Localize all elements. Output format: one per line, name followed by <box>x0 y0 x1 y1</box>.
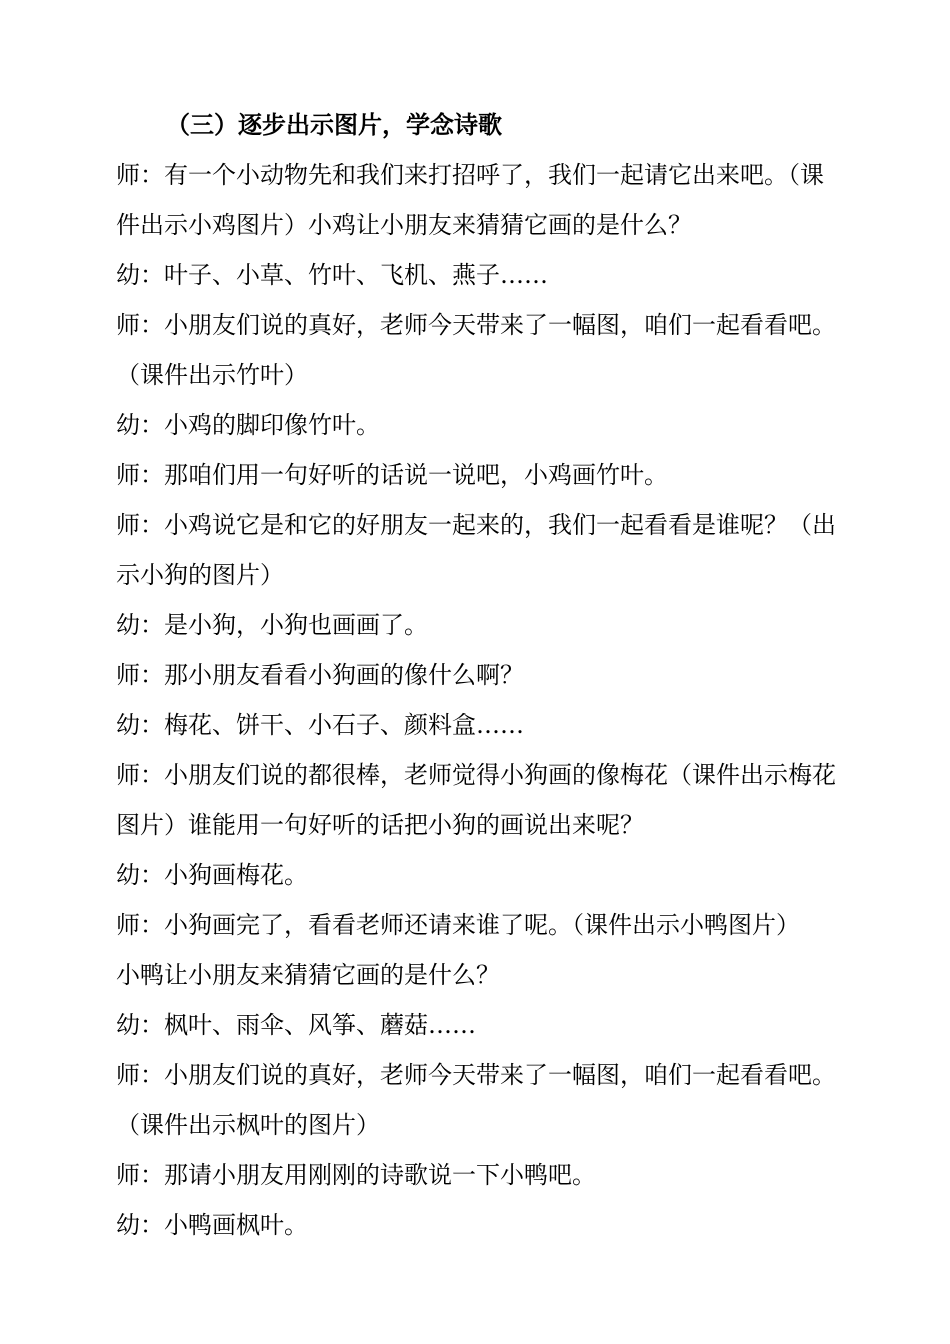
dialogue-line: 幼：小鸡的脚印像竹叶。 <box>116 411 380 439</box>
dialogue-line: 师：有一个小动物先和我们来打招呼了，我们一起请它出来吧。（课 <box>116 161 824 189</box>
dialogue-line: 师：小朋友们说的真好，老师今天带来了一幅图，咱们一起看看吧。 <box>116 311 836 339</box>
dialogue-line: 幼：小鸭画枫叶。 <box>116 1211 308 1239</box>
dialogue-line: 幼：小狗画梅花。 <box>116 861 308 889</box>
dialogue-line: 图片）谁能用一句好听的话把小狗的画说出来呢？ <box>116 811 644 839</box>
dialogue-line: 幼：梅花、饼干、小石子、颜料盒…… <box>116 711 524 739</box>
dialogue-line: 幼：是小狗，小狗也画画了。 <box>116 611 428 639</box>
dialogue-line: 小鸭让小朋友来猜猜它画的是什么？ <box>116 961 500 989</box>
dialogue-line: 师：小鸡说它是和它的好朋友一起来的，我们一起看看是谁呢？（出 <box>116 511 836 539</box>
dialogue-line: 师：小狗画完了，看看老师还请来谁了呢。（课件出示小鸭图片） <box>116 911 800 939</box>
dialogue-line: （课件出示枫叶的图片） <box>116 1111 380 1139</box>
dialogue-line: 师：那小朋友看看小狗画的像什么啊？ <box>116 661 524 689</box>
dialogue-line: 师：小朋友们说的都很棒，老师觉得小狗画的像梅花（课件出示梅花 <box>116 761 836 789</box>
dialogue-line: 示小狗的图片） <box>116 561 284 589</box>
dialogue-line: 幼：叶子、小草、竹叶、飞机、燕子…… <box>116 261 548 289</box>
dialogue-body <box>116 150 862 1250</box>
dialogue-line: 师：那咱们用一句好听的话说一说吧，小鸡画竹叶。 <box>116 461 668 489</box>
dialogue-line: 师：那请小朋友用刚刚的诗歌说一下小鸭吧。 <box>116 1161 596 1189</box>
dialogue-line: 件出示小鸡图片）小鸡让小朋友来猜猜它画的是什么？ <box>116 211 692 239</box>
section-heading: （三）逐步出示图片，学念诗歌 <box>166 111 502 139</box>
dialogue-line: 幼：枫叶、雨伞、风筝、蘑菇…… <box>116 1011 476 1039</box>
dialogue-line: （课件出示竹叶） <box>116 361 308 389</box>
dialogue-line: 师：小朋友们说的真好，老师今天带来了一幅图，咱们一起看看吧。 <box>116 1061 836 1089</box>
